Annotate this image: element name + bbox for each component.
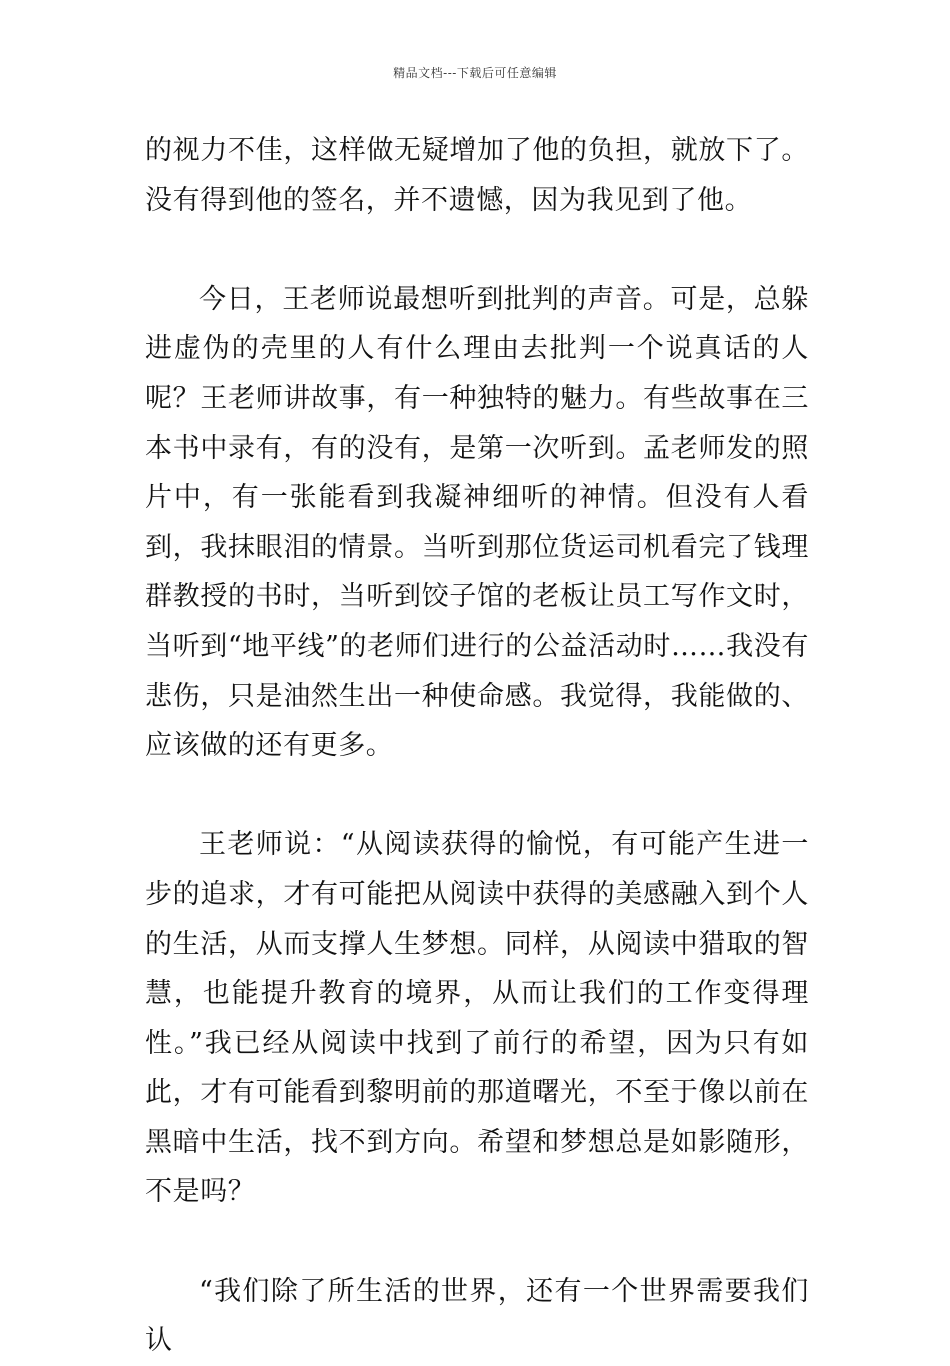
paragraph-2: 今日，王老师说最想听到批判的声音。可是，总躲进虚伪的壳里的人有什么理由去批判一个说真话的人呢？王老师讲故事，有一种独特的魅力。有些故事在三本书中录有，有的没有，是第一次听到。孟老师发的照片中，有一张能看到我凝神细听的神情。但没有人看到，我抹眼泪的情景。当听到那位货运司机看完了钱理群教授的书时，当听到饺子馆的老板让员工写作文时，当听到“地平线”的老师们进行的公益活动时……我没有悲伤，只是油然生出一种使命感。我觉得，我能做的、应该做的还有更多。 — [145, 283, 809, 762]
document-body — [145, 126, 809, 1366]
paragraph-3: 王老师说：“从阅读获得的愉悦，有可能产生进一步的追求，才有可能把从阅读中获得的美感融入到个人的生活，从而支撑人生梦想。同样，从阅读中猎取的智慧，也能提升教育的境界，从而让我们的工作变得理性。”我已经从阅读中找到了前行的希望，因为只有如此，才有可能看到黎明前的那道曙光，不至于像以前在黑暗中生活，找不到方向。希望和梦想总是如影随形，不是吗？ — [145, 829, 809, 1208]
page-header: 精品文档---下载后可任意编辑 — [393, 66, 557, 80]
paragraph-4: “我们除了所生活的世界，还有一个世界需要我们认 — [145, 1275, 809, 1357]
paragraph-1: 的视力不佳，这样做无疑增加了他的负担，就放下了。没有得到他的签名，并不遗憾，因为我见到了他。 — [145, 135, 809, 216]
